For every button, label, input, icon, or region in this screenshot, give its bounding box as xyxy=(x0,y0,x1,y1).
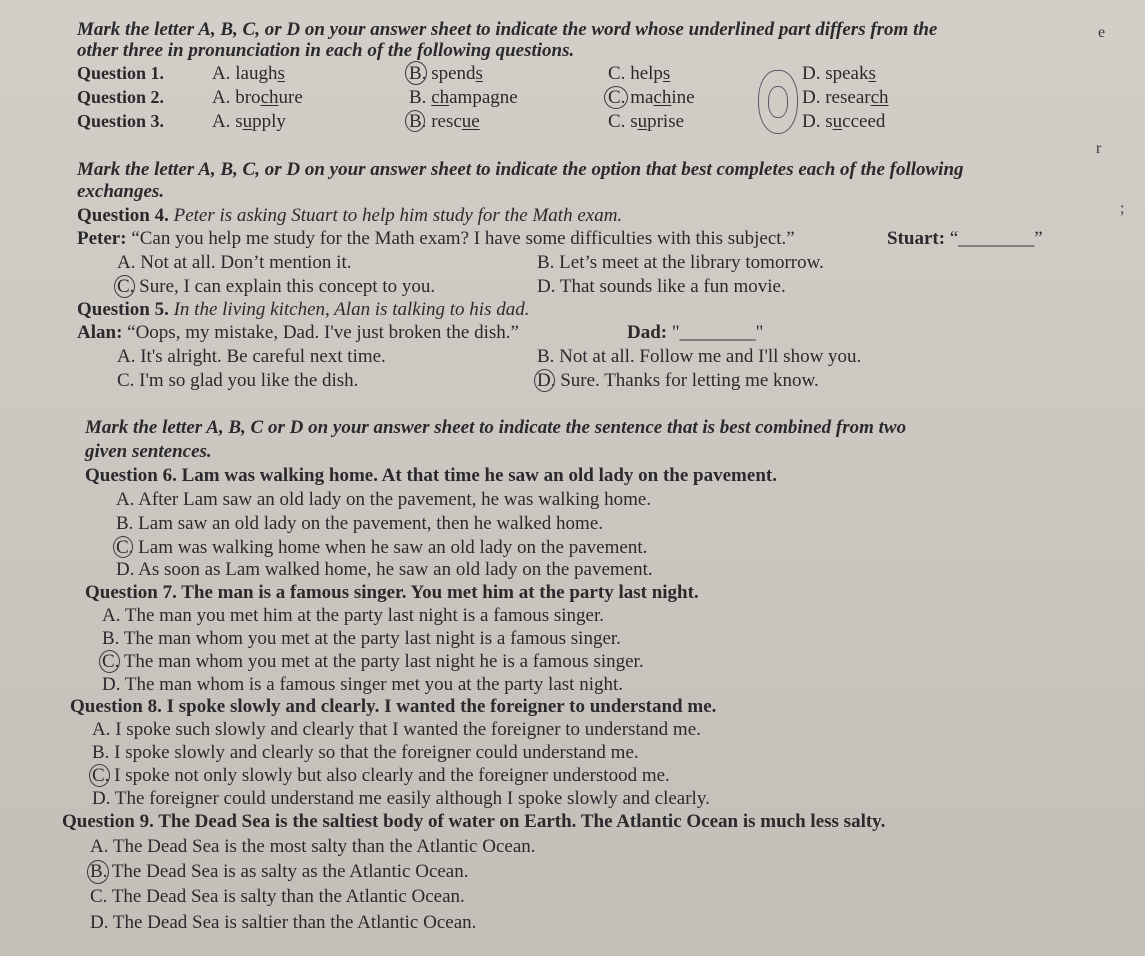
q1-option-a: A. laughs xyxy=(212,63,285,84)
question-4-context: Question 4. Peter is asking Stuart to help him study for the Math exam. xyxy=(77,205,623,226)
q8-option-d: D. The foreigner could understand me easily although I spoke slowly and clearly. xyxy=(92,788,710,809)
question-9-stem: Question 9. The Dead Sea is the saltiest body of water on Earth. The Atlantic Ocean is much less salty. xyxy=(62,811,886,832)
question-3-label: Question 3. xyxy=(77,111,165,131)
q8-option-c: C. I spoke not only slowly but also clearly and the foreigner understood me. xyxy=(92,765,670,786)
answer-circle-q8 xyxy=(89,764,110,787)
pen-oval-inner-doodle xyxy=(768,86,788,118)
question-5-blank: Dad: "________" xyxy=(627,322,764,343)
q6-option-d: D. As soon as Lam walked home, he saw an old lady on the pavement. xyxy=(116,559,653,580)
answer-circle-q4 xyxy=(114,275,135,298)
q1-option-d: D. speaks xyxy=(802,63,876,84)
section2-instruction-line1: Mark the letter A, B, C, or D on your answer sheet to indicate the option that best completes each of the following xyxy=(77,159,964,180)
margin-mark-e: e xyxy=(1098,24,1106,41)
q9-option-b: B. The Dead Sea is as salty as the Atlantic Ocean. xyxy=(90,861,469,882)
q5-option-b: B. Not at all. Follow me and I'll show you. xyxy=(537,346,862,367)
question-5-context: Question 5. In the living kitchen, Alan is talking to his dad. xyxy=(77,299,530,320)
answer-circle-q1 xyxy=(405,61,427,85)
q2-option-c: C. machine xyxy=(608,87,695,108)
answer-circle-q5 xyxy=(534,369,555,392)
margin-mark-r: r xyxy=(1096,140,1102,157)
q3-option-d: D. succeed xyxy=(802,111,886,132)
q3-option-c: C. suprise xyxy=(608,111,685,132)
q4-option-d: D. That sounds like a fun movie. xyxy=(537,276,786,297)
answer-circle-q6 xyxy=(113,536,133,558)
q9-option-c: C. The Dead Sea is salty than the Atlantic Ocean. xyxy=(90,886,465,907)
q5-option-a: A. It's alright. Be careful next time. xyxy=(117,346,386,367)
q2-option-d: D. research xyxy=(802,87,889,108)
question-7-stem: Question 7. The man is a famous singer. You met him at the party last night. xyxy=(85,582,699,603)
answer-circle-q2 xyxy=(604,86,628,109)
section3-instruction-line2: given sentences. xyxy=(85,441,212,462)
question-2-label: Question 2. xyxy=(77,87,165,107)
q3-option-b: B. rescue xyxy=(409,111,480,132)
q1-option-b: B. spends xyxy=(409,63,483,84)
q4-option-a: A. Not at all. Don’t mention it. xyxy=(117,252,352,273)
q6-option-b: B. Lam saw an old lady on the pavement, then he walked home. xyxy=(116,513,604,534)
question-4-dialogue: Peter: “Can you help me study for the Math exam? I have some difficulties with this subject.” xyxy=(77,228,795,249)
q8-option-b: B. I spoke slowly and clearly so that the foreigner could understand me. xyxy=(92,742,639,763)
q7-option-b: B. The man whom you met at the party last night is a famous singer. xyxy=(102,628,621,649)
section2-instruction-line2: exchanges. xyxy=(77,181,165,202)
q2-option-b: B. champagne xyxy=(409,87,518,108)
q4-option-b: B. Let’s meet at the library tomorrow. xyxy=(537,252,824,273)
margin-mark-semicolon: ; xyxy=(1120,200,1125,217)
q7-option-c: C. The man whom you met at the party last night he is a famous singer. xyxy=(102,651,644,672)
answer-circle-q9 xyxy=(87,860,109,884)
q8-option-a: A. I spoke such slowly and clearly that I wanted the foreigner to understand me. xyxy=(92,719,701,740)
q1-option-c: C. helps xyxy=(608,63,671,84)
q7-option-d: D. The man whom is a famous singer met you at the party last night. xyxy=(102,674,623,695)
q5-option-c: C. I'm so glad you like the dish. xyxy=(117,370,359,391)
question-6-stem: Question 6. Lam was walking home. At that time he saw an old lady on the pavement. xyxy=(85,465,777,486)
question-1-label: Question 1. xyxy=(77,63,165,83)
q9-option-d: D. The Dead Sea is saltier than the Atlantic Ocean. xyxy=(90,912,477,933)
section1-instruction-line1: Mark the letter A, B, C, or D on your answer sheet to indicate the word whose underlined part differs from the xyxy=(77,19,938,40)
q5-option-d: D. Sure. Thanks for letting me know. xyxy=(537,370,819,391)
section3-instruction-line1: Mark the letter A, B, C or D on your answer sheet to indicate the sentence that is best combined from two xyxy=(85,417,907,438)
section1-instruction-line2: other three in pronunciation in each of the following questions. xyxy=(77,40,575,61)
q4-option-c: C. Sure, I can explain this concept to you. xyxy=(117,276,436,297)
q7-option-a: A. The man you met him at the party last night is a famous singer. xyxy=(102,605,605,626)
question-4-blank: Stuart: “________” xyxy=(887,228,1043,249)
question-8-stem: Question 8. I spoke slowly and clearly. I wanted the foreigner to understand me. xyxy=(70,696,717,717)
question-5-dialogue: Alan: “Oops, my mistake, Dad. I've just broken the dish.” xyxy=(77,322,519,343)
q2-option-a: A. brochure xyxy=(212,87,303,108)
answer-circle-q7 xyxy=(99,650,120,673)
q3-option-a: A. supply xyxy=(212,111,286,132)
q9-option-a: A. The Dead Sea is the most salty than the Atlantic Ocean. xyxy=(90,836,536,857)
q6-option-a: A. After Lam saw an old lady on the pavement, he was walking home. xyxy=(116,489,652,510)
q6-option-c: C. Lam was walking home when he saw an old lady on the pavement. xyxy=(116,537,648,558)
answer-circle-q3 xyxy=(405,110,425,132)
